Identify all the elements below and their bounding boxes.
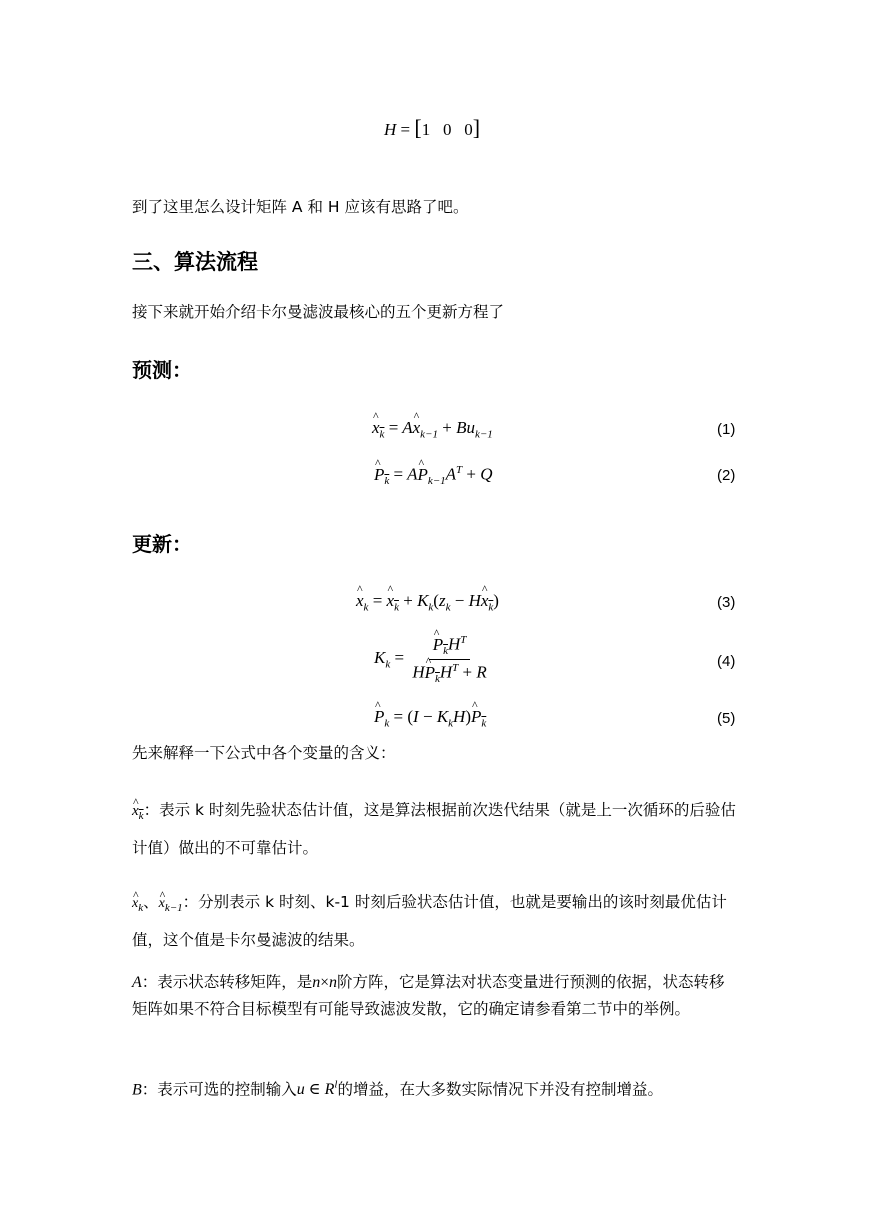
equation-2: ^ $P_{\overline{k}}$ = A^ $P_{k-1}A^T + Q$	[374, 464, 493, 487]
equation-5: ^ $P_k = (I$ − $K_kH)\^{}$ $P_{\overline{k}}$	[374, 707, 486, 729]
equation-1: ^ $x_{\overline{k}}$ = A^ $x_{k-1} + Bu_{k-1}$	[372, 418, 493, 440]
equation-number-3: (3)	[717, 594, 736, 611]
equation-H: H = [1 0 0]	[384, 115, 481, 140]
equation-3: ^ $x_k$ = ^ $x_{\overline{k}} + K_k(z_k$ − H^ $x_{\overline{k}}$)	[356, 591, 499, 613]
definition-x-posterior: ^ $x_k$、^ $x_{k-1}$：分别表示 k 时刻、k-1 时刻后验状态估计值，也就是要输出的该时刻最优估计值，这个值是卡尔曼滤波的结果。	[132, 886, 738, 956]
definition-x-prior: ^ $x_{\overline{k}}$：表示 k 时刻先验状态估计值，这是算法根据前次迭代结果（就是上一次循环的后验估计值）做出的不可靠估计。	[132, 794, 738, 864]
section-intro: 接下来就开始介绍卡尔曼滤波最核心的五个更新方程了	[132, 303, 505, 321]
explain-intro: 先来解释一下公式中各个变量的含义：	[132, 744, 396, 762]
intro-line: 到了这里怎么设计矩阵 A 和 H 应该有思路了吧。	[132, 198, 469, 216]
equation-number-1: (1)	[717, 421, 736, 438]
definition-B: B：表示可选的控制输入u ∈ $R^l$的增益，在大多数实际情况下并没有控制增益。	[132, 1079, 663, 1099]
definition-x-posterior-text: ：分别表示 k 时刻、k-1 时刻后验状态估计值，也就是要输出的该时刻最优估计值，这个值是卡尔曼滤波的结果。	[132, 893, 727, 949]
definition-A: A：表示状态转移矩阵，是n×n阶方阵，它是算法对状态变量进行预测的依据，状态转移矩阵如果不符合目标模型有可能导致滤波发散，它的确定请参看第二节中的举例。	[132, 973, 725, 1018]
equation-number-4: (4)	[717, 653, 736, 670]
predict-title: 预测：	[132, 358, 192, 382]
section-title: 三、算法流程	[132, 250, 258, 274]
equation-number-5: (5)	[717, 710, 736, 727]
definition-x-prior-text: ：表示 k 时刻先验状态估计值，这是算法根据前次迭代结果（就是上一次循环的后验估计值）做出的不可靠估计。	[132, 801, 736, 857]
update-title: 更新：	[132, 532, 192, 556]
equation-number-2: (2)	[717, 467, 736, 484]
equation-4: $K_k$ = ^ $\frac{P_{\overline{k}}H^T}{H\^{} P_{\overline{k}}H^T + R}$	[374, 634, 491, 685]
